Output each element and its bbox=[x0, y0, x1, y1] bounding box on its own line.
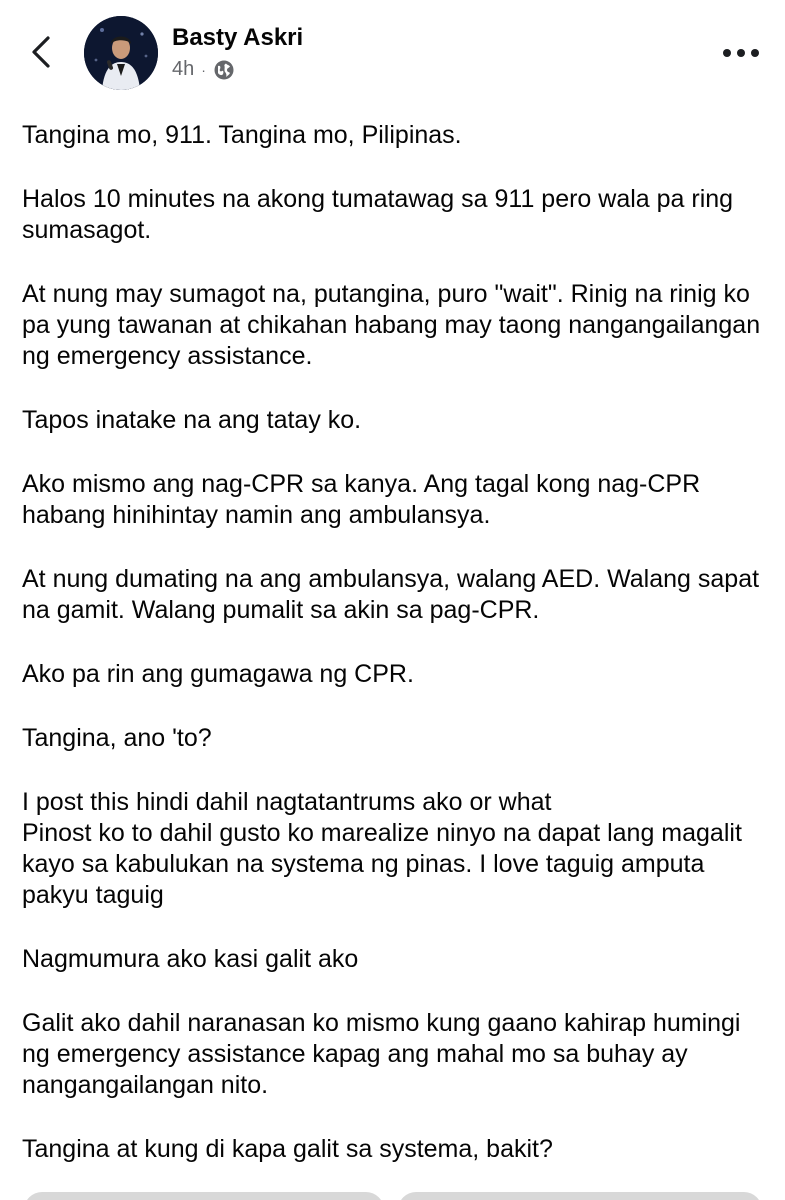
back-button[interactable] bbox=[22, 30, 62, 74]
post-paragraph: Ako pa rin ang gumagawa ng CPR. bbox=[22, 660, 414, 688]
post-paragraph: Tangina at kung di kapa galit sa systema, bakit? bbox=[22, 1135, 553, 1163]
more-horizontal-icon bbox=[718, 40, 764, 66]
post-paragraph: Galit ako dahil naranasan ko mismo kung gaano kahirap humingi ng emergency assistance kapag ang mahal mo sa buhay ay nangangailangan nito. bbox=[22, 1009, 741, 1099]
post-meta bbox=[172, 58, 235, 81]
post-time[interactable]: 4h bbox=[172, 58, 195, 80]
more-options-button[interactable] bbox=[718, 40, 764, 66]
post-paragraph: At nung may sumagot na, putangina, puro "wait". Rinig na rinig ko pa yung tawanan at chikahan habang may taong nangangailangan ng emergency assistance. bbox=[22, 280, 761, 370]
author-name[interactable]: Basty Askri bbox=[172, 24, 304, 51]
avatar[interactable] bbox=[84, 16, 158, 90]
meta-separator: · bbox=[201, 61, 206, 78]
post-paragraph: Halos 10 minutes na akong tumatawag sa 911 pero wala pa ring sumasagot. bbox=[22, 185, 734, 244]
post-paragraph: At nung dumating na ang ambulansya, walang AED. Walang sapat na gamit. Walang pumalit sa akin sa pag-CPR. bbox=[22, 565, 760, 624]
media-thumbnail[interactable] bbox=[398, 1192, 762, 1200]
post-paragraph: Ako mismo ang nag-CPR sa kanya. Ang tagal kong nag-CPR habang hinihintay namin ang ambulansya. bbox=[22, 470, 701, 529]
post-media-preview bbox=[0, 1188, 785, 1200]
post-paragraph: Tangina, ano 'to? bbox=[22, 724, 212, 752]
globe-icon bbox=[213, 59, 235, 81]
chevron-left-icon bbox=[22, 30, 62, 74]
avatar-photo bbox=[84, 16, 158, 90]
post-paragraph: Tangina mo, 911. Tangina mo, Pilipinas. bbox=[22, 121, 462, 149]
post-header bbox=[0, 0, 785, 110]
post-paragraph: Nagmumura ako kasi galit ako bbox=[22, 945, 359, 973]
post-text bbox=[22, 120, 767, 1198]
media-thumbnail[interactable] bbox=[24, 1192, 384, 1200]
post-paragraph: Tapos inatake na ang tatay ko. bbox=[22, 406, 362, 434]
post-paragraph: I post this hindi dahil nagtatantrums ako or what Pinost ko to dahil gusto ko marealize ninyo na dapat lang magalit kayo sa kabulukan na systema ng pinas. I love taguig amputa pakyu taguig bbox=[22, 788, 742, 909]
